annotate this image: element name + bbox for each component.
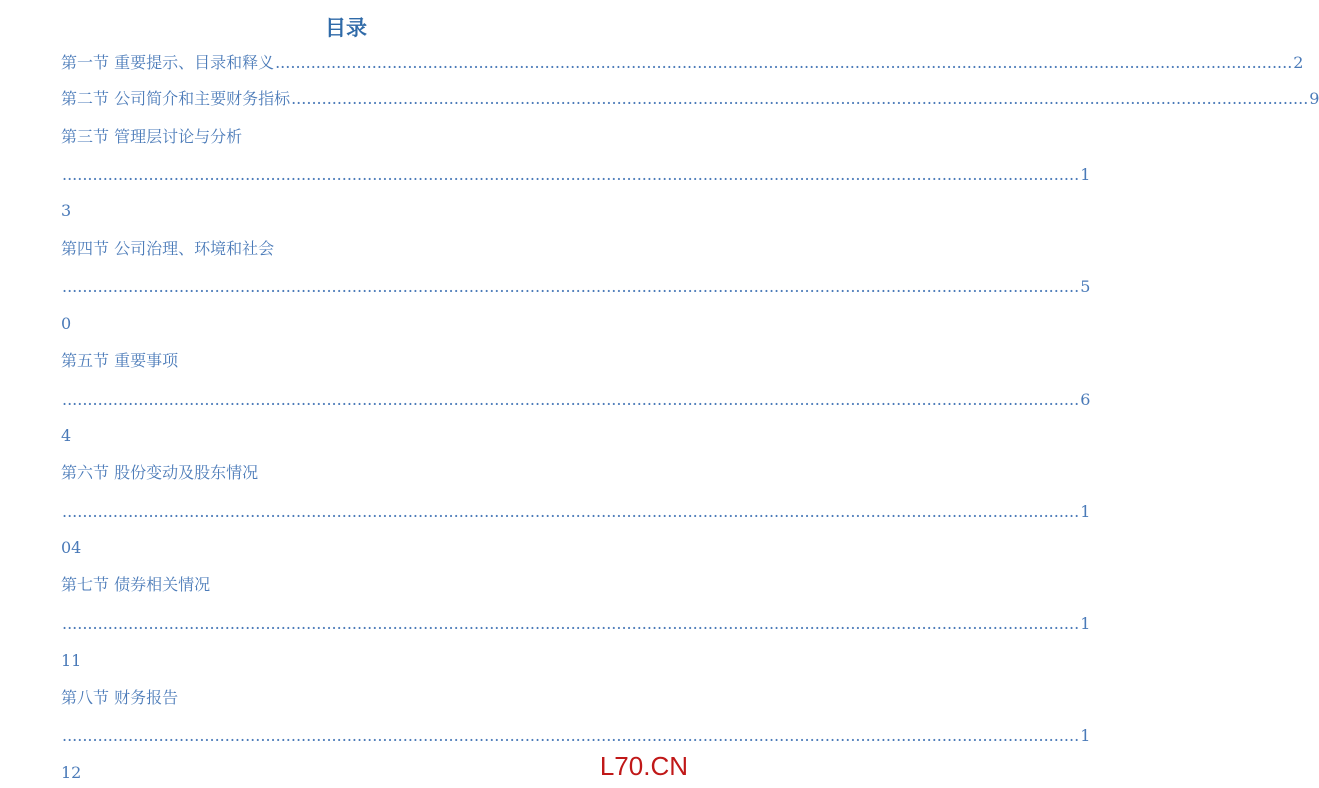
dot-leader: ........................................................................................................................................................................................................ (62, 726, 1080, 745)
watermark-logo: L70.CN (599, 751, 688, 781)
toc-page-number: 1 (1080, 165, 1091, 184)
toc-entry-3-leader[interactable] (61, 162, 1091, 188)
toc-page-number: 5 (1080, 277, 1091, 296)
toc-page-number-continued: 4 (61, 426, 72, 445)
dot-leader: ........................................................................................................................................................................................................ (62, 614, 1080, 633)
dot-leader: ........................................................................................................................................................................................................ (275, 53, 1293, 72)
toc-entry-3-label[interactable]: 第三节 管理层讨论与分析 (61, 127, 243, 146)
dot-leader: ........................................................................................................................................................................................................ (62, 165, 1080, 184)
toc-entry-5-label[interactable]: 第五节 重要事项 (61, 351, 179, 370)
toc-label: 第一节 重要提示、目录和释义 (61, 53, 275, 72)
toc-page-number: 1 (1080, 614, 1091, 633)
dot-leader: ........................................................................................................................................................................................................ (62, 502, 1080, 521)
toc-entry-1[interactable] (61, 50, 1304, 76)
toc-entry-7-leader[interactable] (61, 611, 1091, 637)
dot-leader: ........................................................................................................................................................................................................ (62, 277, 1080, 296)
toc-entry-7-label[interactable]: 第七节 债券相关情况 (61, 575, 211, 594)
toc-page-number-continued: 12 (61, 763, 82, 782)
toc-page-number-continued: 04 (61, 538, 82, 557)
toc-entry-6-leader[interactable] (61, 499, 1091, 525)
toc-page-number: 6 (1080, 390, 1091, 409)
dot-leader: ........................................................................................................................................................................................................ (291, 89, 1309, 108)
page-title: 目录 (325, 16, 367, 40)
toc-page-number-continued: 3 (61, 201, 72, 220)
toc-entry-5-leader[interactable] (61, 387, 1091, 413)
toc-label: 第二节 公司简介和主要财务指标 (61, 89, 291, 108)
toc-page-number: 1 (1080, 502, 1091, 521)
toc-entry-6-label[interactable]: 第六节 股份变动及股东情况 (61, 463, 259, 482)
toc-page-number: 2 (1293, 53, 1304, 72)
toc-entry-8-label[interactable]: 第八节 财务报告 (61, 688, 179, 707)
dot-leader: ........................................................................................................................................................................................................ (62, 390, 1080, 409)
toc-entry-4-leader[interactable] (61, 274, 1091, 300)
toc-entry-4-label[interactable]: 第四节 公司治理、环境和社会 (61, 239, 275, 258)
toc-page-number-continued: 11 (61, 651, 82, 670)
toc-page-number: 1 (1080, 726, 1091, 745)
toc-entry-8-leader[interactable] (61, 723, 1091, 749)
toc-page-number-continued: 0 (61, 314, 72, 333)
toc-entry-2[interactable] (61, 86, 1319, 112)
toc-page-number: 9 (1309, 89, 1319, 108)
